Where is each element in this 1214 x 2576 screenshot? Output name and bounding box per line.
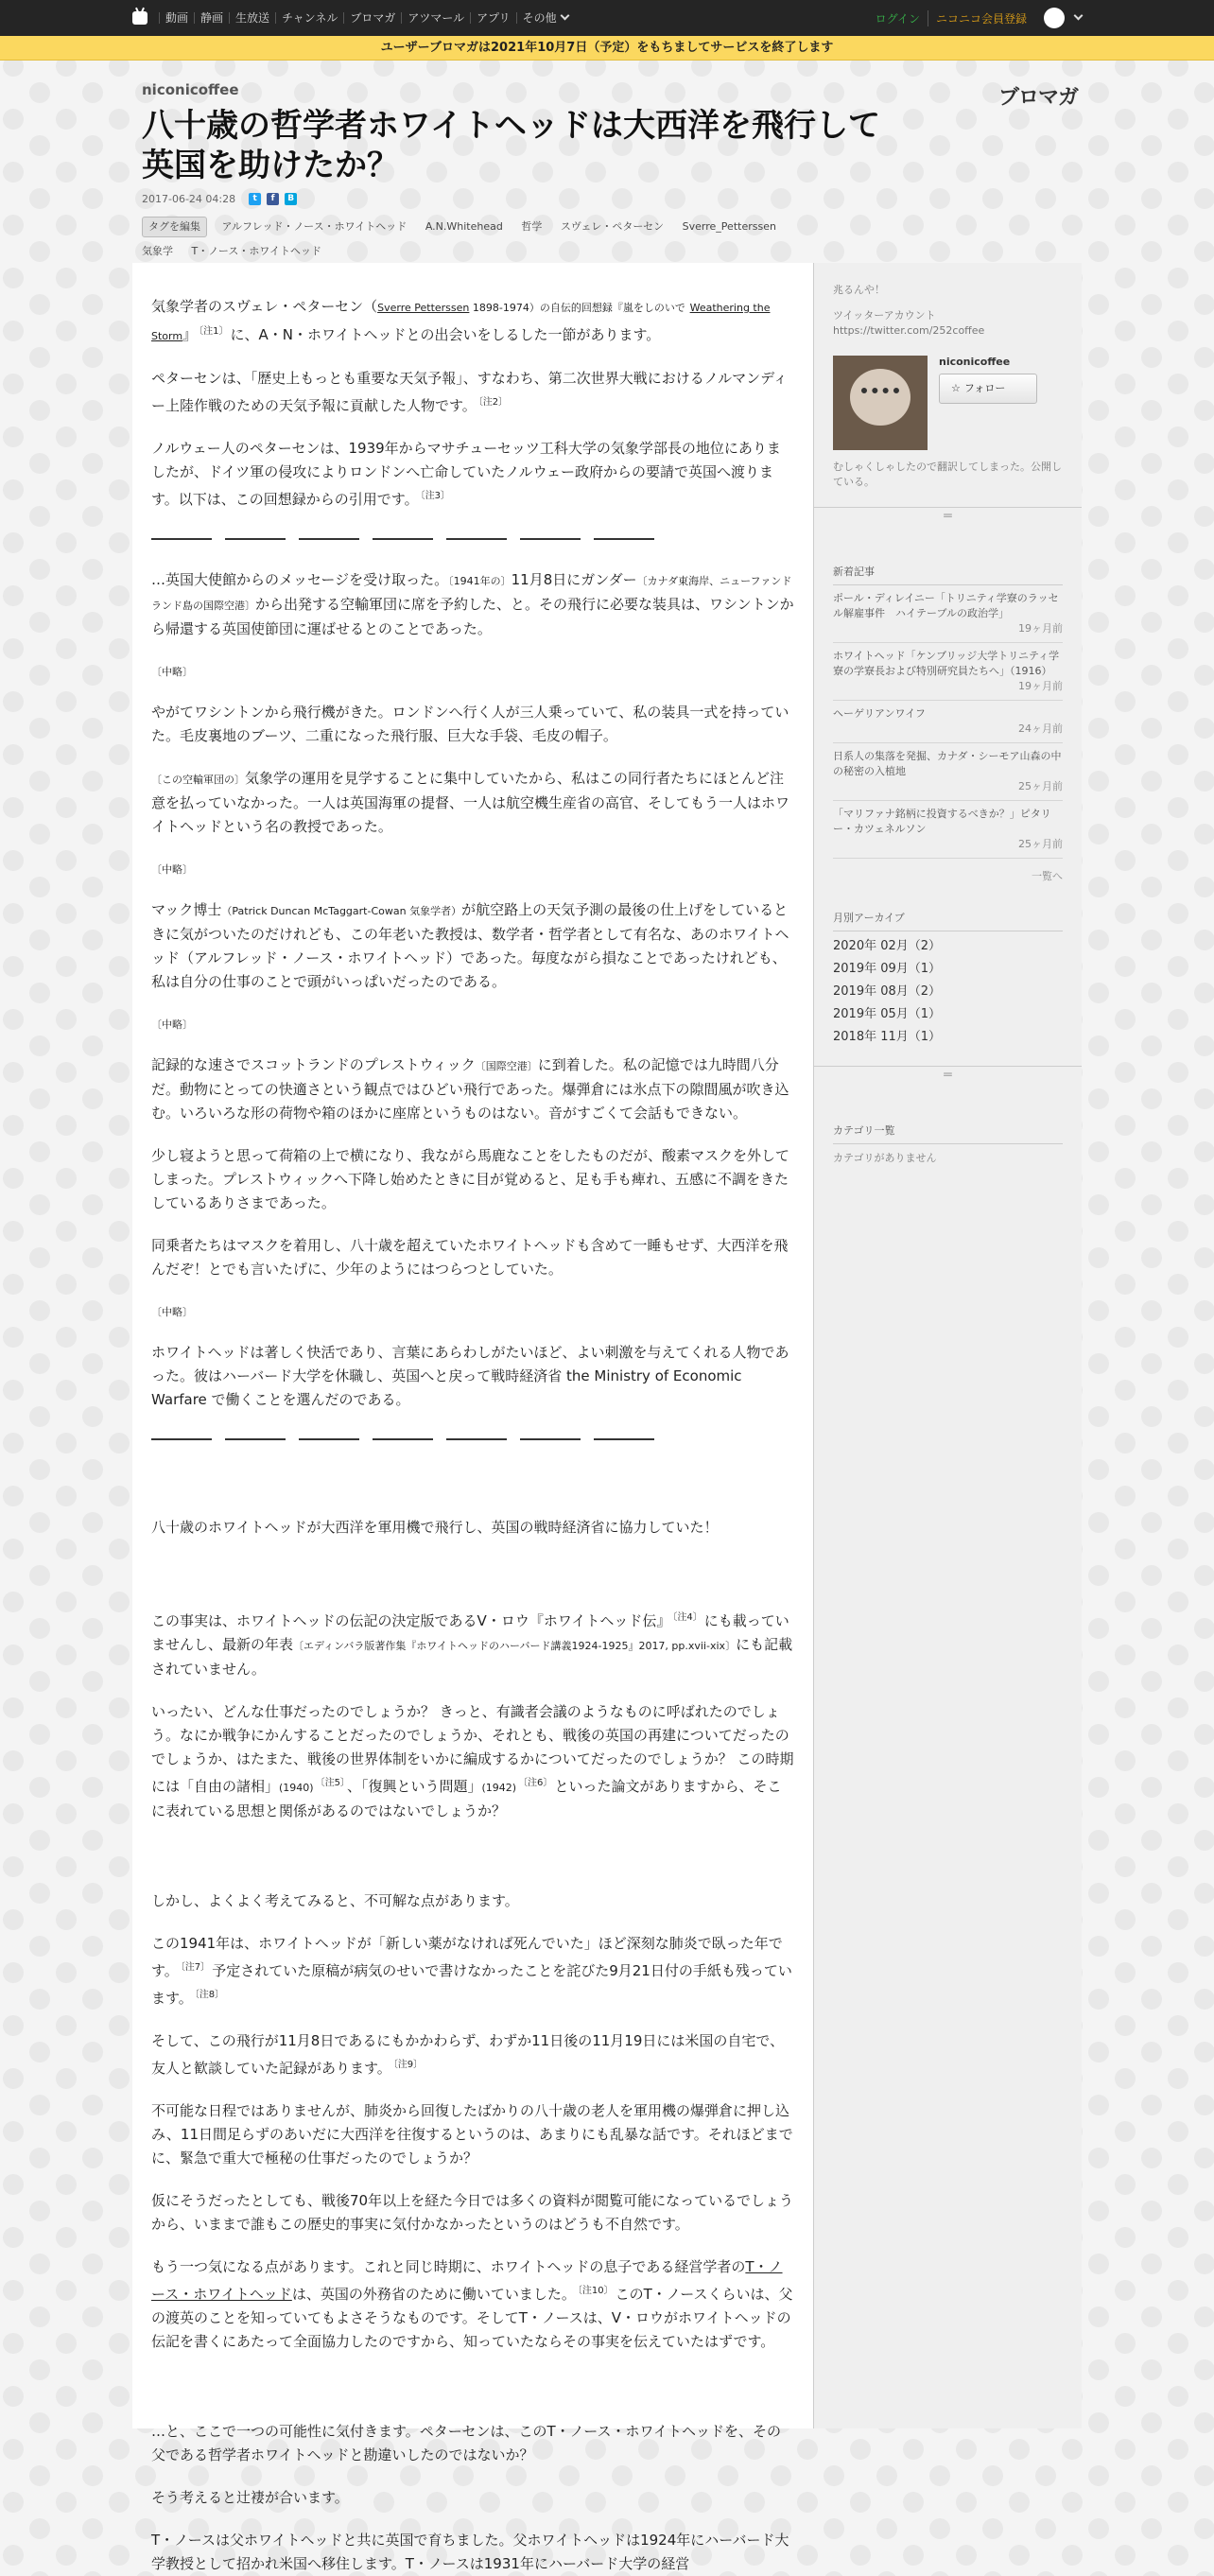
quote-paragraph [151, 1053, 794, 1125]
quote-paragraph: ホワイトヘッドは著しく快活であり、言葉にあらわしがたいほど、よい刺激を与えてくれる人物であった。彼はハーバード大学を休職し、英国へと戻って戦時経済省 the Ministry of Economic Warfare で働くことを選んだのである。 [151, 1344, 789, 1408]
text: いったい、どんな仕事だったのでしょうか？ きっと、有識者会議のようなものに呼ばれたのでしょう。なにか戦争にかんすることだったのでしょうか、それとも、戦後の英国の再建についてだったのでしょうか、はたまた、戦後の世界体制をいかに編成するかについてだったのでしょうか？ この時期には「自由の諸相」 [151, 1703, 794, 1795]
text: から出発する空輸軍団に席を予約した、と。その飛行に必要な装具は、ワシントンから帰還する英国使節団に運ばせるとのことであった。 [151, 596, 794, 637]
paragraph: 不可能な日程ではありませんが、肺炎から回復したばかりの八十歳の老人を軍用機の爆弾倉に押し込み、11日間足らずのあいだに大西洋を往復するというのは、あまりにも乱暴な話です。それほどまでに、緊急で重大で極秘の仕事だったのでしょうか？ [151, 2102, 793, 2167]
archive-title: 月別アーカイブ [833, 910, 1063, 931]
text: 〔この空輸軍団の〕 [151, 774, 245, 786]
text: 1898-1974）の自伝的回想録『嵐をしのいで [469, 302, 685, 314]
chevron-down-icon [560, 11, 569, 21]
text: ペターセンは、「歴史上もっとも重要な天気予報」、すなわち、第二次世界大戦におけるノルマンディー上陸作戦のための天気予報に貢献した人物です。 [151, 370, 788, 414]
archive-list [833, 931, 1063, 1049]
text: マック博士 [151, 901, 222, 918]
footnote-ref[interactable]: 〔注1〕 [199, 326, 229, 337]
news-title[interactable]: 「マリファナ銘柄に投資するべきか？」ピタリー・カツェネルソン [833, 808, 1051, 835]
list-item[interactable] [833, 743, 1063, 801]
quote-paragraph: 少し寝ようと思って荷箱の上で横になり、我ながら馬鹿なことをしたものだが、酸素マスクを外してしまった。プレストウィックへ下降し始めたときに目が覚めると、足も手も痺れ、五感に不調をきたしているありさまであった。 [151, 1147, 790, 1211]
text: 〔1941年の〕 [448, 575, 512, 587]
footnote-ref[interactable]: 〔注9〕 [392, 2060, 424, 2070]
quote-paragraph [151, 898, 794, 994]
paragraph [151, 1606, 794, 1681]
tag-item[interactable]: アルフレッド・ノース・ホワイトヘッド [221, 220, 408, 233]
text: 』 [182, 326, 198, 343]
blomaga-logo[interactable]: ブロマガ [997, 86, 1078, 110]
chevron-down-icon[interactable] [1074, 10, 1084, 20]
tag-item[interactable]: A.N.Whitehead [425, 220, 503, 233]
news-date: 19ヶ月前 [1018, 622, 1063, 635]
paragraph: 仮にそうだったとしても、戦後70年以上を経た今日では多くの資料が閲覧可能になっているでしょうから、いままで誰もこの歴史的事実に気付かなかったというのはどうも不自然です。 [151, 2192, 793, 2233]
quote-paragraph: 同乗者たちはマスクを着用し、八十歳を超えていたホワイトヘッドも含めて一睡もせず、大西洋を飛んだぞ！とでも言いたげに、少年のようにはつらつとしていた。 [151, 1237, 789, 1278]
tag-item[interactable]: 気象学 [142, 245, 173, 257]
separator-line [151, 531, 794, 540]
nav-blomaga[interactable]: ブロマガ [343, 12, 401, 24]
news-title[interactable]: ポール・ディレイニー「トリニティ学寮のラッセル解雇事件 ハイテーブルの政治学」 [833, 592, 1059, 619]
quote-paragraph: やがてワシントンから飛行機がきた。ロンドンへ行く人が三人乗っていて、私の装具一式を持っていた。毛皮裏地のブーツ、二重になった飛行服、巨大な手袋、毛皮の帽子。 [151, 704, 789, 744]
footnote-ref[interactable]: 〔注5〕 [315, 1778, 345, 1788]
omission-mark: 〔中略〕 [151, 1306, 193, 1318]
divider [814, 507, 1082, 526]
nav-app[interactable]: アプリ [470, 12, 516, 24]
news-date: 24ヶ月前 [1018, 722, 1063, 735]
tag-list [142, 215, 823, 264]
star-icon: ☆ [951, 382, 961, 394]
more-link[interactable]: 一覧へ [1032, 870, 1063, 882]
text: は、英国の外務省のために働いていました。 [291, 2286, 576, 2303]
text: 、「復興という問題」 [346, 1778, 482, 1795]
niconico-tv-icon[interactable] [132, 11, 147, 25]
text: 気象学者のスヴェレ・ペターセン（ [151, 298, 378, 315]
article-title: 八十歳の哲学者ホワイトヘッドは大西洋を飛行して英国を助けたか？ [142, 107, 880, 184]
text: （Patrick Duncan McTaggart-Cowan 気象学者） [221, 905, 462, 917]
text: (1940) [279, 1782, 314, 1794]
footnote-ref[interactable]: 〔注8〕 [194, 1990, 225, 2000]
text: 〔カナダ東海岸、ニューファンドランド島の国際空港〕 [151, 575, 792, 612]
separator-line [151, 1431, 794, 1440]
facebook-share-icon[interactable]: f [267, 193, 279, 205]
paragraph: そう考えると辻褄が合います。 [151, 2489, 349, 2506]
profile-bio: むしゃくしゃしたので翻訳してしまった。公開している。 [833, 461, 1062, 488]
text: といった論文がありますから、そこに表れている思想と関係があるのではないでしょうか？ [151, 1778, 782, 1819]
archive-item[interactable]: 2019年 08月（2） [833, 984, 942, 999]
nav-live[interactable]: 生放送 [229, 12, 275, 24]
paragraph [151, 2029, 794, 2080]
text: 予定されていた原稿が病気のせいで書けなかったことを詫びた9月21日付の手紙も残っています。 [151, 1962, 792, 2007]
footnote-ref[interactable]: 〔注7〕 [180, 1962, 211, 1973]
archive-item[interactable]: 2019年 05月（1） [833, 1007, 942, 1021]
profile-photo[interactable] [833, 356, 928, 450]
weathering-link[interactable]: Weathering the Storm [151, 302, 771, 342]
top-nav [0, 0, 1214, 36]
register-link[interactable]: ニコニコ会員登録 [928, 10, 1027, 26]
follow-label: フォロー [963, 382, 1006, 394]
archive-item[interactable]: 2019年 09月（1） [833, 962, 942, 976]
divider [814, 1066, 1082, 1085]
text: にも記載されていません。 [151, 1636, 793, 1678]
edit-tags-button[interactable]: タグを編集 [142, 217, 207, 237]
text: に、A・N・ホワイトヘッドとの出会いをしるした一節があります。 [230, 326, 661, 343]
article-header [142, 81, 1078, 264]
paragraph [151, 1700, 794, 1823]
follow-button[interactable] [939, 374, 1037, 404]
list-item[interactable] [833, 585, 1063, 643]
nav-atsumaru[interactable]: アツマール [401, 12, 470, 24]
news-date: 19ヶ月前 [1018, 680, 1063, 692]
news-title[interactable]: ホワイトヘッド「ケンブリッジ大学トリニティ学寮の学寮長および特別研究員たちへ」（1916） [833, 650, 1060, 677]
paragraph [151, 2255, 794, 2354]
login-link[interactable]: ログイン [875, 11, 920, 26]
post-date: 2017-06-24 04:28 [142, 193, 236, 205]
news-date: 25ヶ月前 [1018, 780, 1063, 792]
sidebar [813, 263, 1082, 2428]
user-avatar[interactable] [1044, 8, 1065, 28]
paragraph: しかし、よくよく考えてみると、不可解な点があります。 [151, 1892, 519, 1909]
footnote-ref[interactable]: 〔注6〕 [518, 1778, 553, 1788]
channel-name[interactable]: niconicoffee [142, 81, 239, 98]
footnote-ref[interactable]: 〔注3〕 [420, 491, 450, 501]
paragraph [151, 1932, 794, 2010]
text: (1942) [481, 1782, 517, 1794]
text: この1941年は、ホワイトヘッドが「新しい薬がなければ死んでいた」ほど深刻な肺炎で臥った年です。 [151, 1935, 783, 1979]
nav-channel[interactable]: チャンネル [275, 12, 343, 24]
nav-more-label: その他 [522, 11, 557, 25]
news-date: 25ヶ月前 [1018, 838, 1063, 850]
news-title[interactable]: ヘーゲリアンワイフ [833, 707, 926, 720]
list-item[interactable] [833, 643, 1063, 701]
t-north-whitehead-link[interactable]: T・ノース・ホワイトヘッド [151, 2258, 783, 2303]
profile-title: 兆るんや！ [833, 284, 885, 296]
paragraph [151, 437, 794, 512]
paragraph: …と、ここで一つの可能性に気付きます。ペターセンは、このT・ノース・ホワイトヘッドを、その父である哲学者ホワイトヘッドと勘違いしたのではないか？ [151, 2423, 782, 2463]
text: にも載っていませんし、最新の年表 [151, 1612, 789, 1653]
text: この事実は、ホワイトヘッドの伝記の決定版であるV・ロウ『ホワイトヘッド伝』 [151, 1612, 671, 1629]
quote-paragraph [151, 568, 794, 641]
paragraph [151, 367, 794, 418]
article-body [132, 263, 813, 2572]
category-title: カテゴリ一覧 [833, 1123, 1063, 1144]
text: 〔エディンバラ版著作集『ホワイトヘッドのハーバード講義1924-1925』2017, pp.xvii-xix〕 [293, 1640, 737, 1652]
text: …英国大使館からのメッセージを受け取った。 [151, 571, 449, 588]
tag-item[interactable]: T・ノース・ホワイトヘッド [191, 245, 322, 257]
petterssen-link[interactable]: Sverre Petterssen [377, 302, 470, 314]
text: 〔国際空港〕 [475, 1060, 538, 1072]
article-meta [142, 193, 1078, 205]
nav-video[interactable]: 動画 [159, 12, 194, 24]
paragraph: T・ノースは父ホワイトヘッドと共に英国で育ちました。父ホワイトヘッドは1924年にハーバード大学教授として招かれ米国へ移住します。T・ノースは1931年にハーバード大学の経営 [151, 2532, 789, 2572]
hatena-bookmark-icon[interactable]: B [285, 193, 297, 205]
omission-mark: 〔中略〕 [151, 863, 193, 876]
tag-item[interactable]: 哲学 [521, 220, 543, 233]
list-item[interactable] [833, 701, 1063, 743]
text: に到着した。私の記憶では九時間八分だ。動物にとっての快適さという観点ではひどい飛行であった。爆弾倉には氷点下の隙間風が吹き込む。いろいろな形の荷物や箱のほかに座席というものはない。音がすごくて会話もできない。 [151, 1056, 789, 1122]
text: もう一つ気になる点があります。これと同じ時期に、ホワイトヘッドの息子である経営学者の [151, 2258, 746, 2275]
list-item[interactable] [833, 801, 1063, 859]
text: そして、この飛行が11月8日であるにもかかわらず、わずか11日後の11月19日には米国の自宅で、友人と歓談していた記録があります。 [151, 2032, 785, 2077]
tag-item[interactable]: スヴェレ・ペターセン [560, 220, 665, 233]
service-end-notice: ユーザーブロマガは2021年10月7日（予定）をもちましてサービスを終了します [0, 36, 1214, 61]
omission-mark: 〔中略〕 [151, 666, 193, 678]
quote-paragraph [151, 767, 794, 839]
new-articles-title: 新着記事 [833, 564, 1063, 585]
profile-name[interactable]: niconicoffee [939, 356, 1011, 368]
text: 11月8日にガンダー [511, 571, 637, 588]
nav-seiga[interactable]: 静画 [194, 12, 229, 24]
text: が航空路上の天気予測の最後の仕上げをしているときに気がついたのだけれども、この年老いた教授は、数学者・哲学者として有名な、あのホワイトヘッド（アルフレッド・ノース・ホワイトヘッド）であった。毎度ながら損なことであったけれども、私は自分の仕事のことで頭がいっぱいだったのである。 [151, 901, 789, 990]
nav-more[interactable] [516, 12, 574, 24]
archive-item[interactable]: 2020年 02月（2） [833, 939, 942, 953]
archive-item[interactable]: 2018年 11月（1） [833, 1030, 942, 1044]
profile-description: ツイッターアカウント https://twitter.com/252coffee [833, 309, 985, 337]
footnote-ref[interactable]: 〔注2〕 [477, 397, 509, 408]
text: 記録的な速さでスコットランドのプレストウィック [151, 1056, 476, 1073]
profile-user [833, 356, 1063, 450]
paragraph [151, 295, 794, 348]
omission-mark: 〔中略〕 [151, 1018, 193, 1031]
tag-item[interactable]: Sverre_Petterssen [682, 220, 776, 233]
news-title[interactable]: 日系人の集落を発掘、カナダ・シーモア山森の中の秘密の入植地 [833, 750, 1062, 777]
paragraph: 八十歳のホワイトヘッドが大西洋を軍用機で飛行し、英国の戦時経済省に協力していた！ [151, 1519, 719, 1536]
text: このT・ノースくらいは、父の渡英のことを知っていてもよさそうなものです。そしてT・ノースは、V・ロウがホワイトヘッドの伝記を書くにあたって全面協力したのですから、知っていたならその事実を伝えていたはずです。 [151, 2286, 793, 2350]
twitter-share-icon[interactable]: t [249, 193, 261, 205]
main-content [132, 263, 1082, 2572]
footnote-ref[interactable]: 〔注10〕 [577, 2286, 614, 2296]
category-empty: カテゴリがありません [833, 1152, 937, 1164]
text: ノルウェー人のペターセンは、1939年からマサチューセッツ工科大学の気象学部長の地位にありましたが、ドイツ軍の侵攻によりロンドンへ亡命していたノルウェー政府からの要請で英国へ渡ります。以下は、この回想録からの引用です。 [151, 440, 781, 508]
footnote-ref[interactable]: 〔注4〕 [672, 1612, 702, 1623]
text: 気象学の運用を見学することに集中していたから、私はこの同行者たちにほとんど注意を払っていなかった。一人は英国海軍の提督、一人は航空機生産省の高官、そしてもう一人はホワイトヘッドという名の教授であった。 [151, 770, 790, 835]
